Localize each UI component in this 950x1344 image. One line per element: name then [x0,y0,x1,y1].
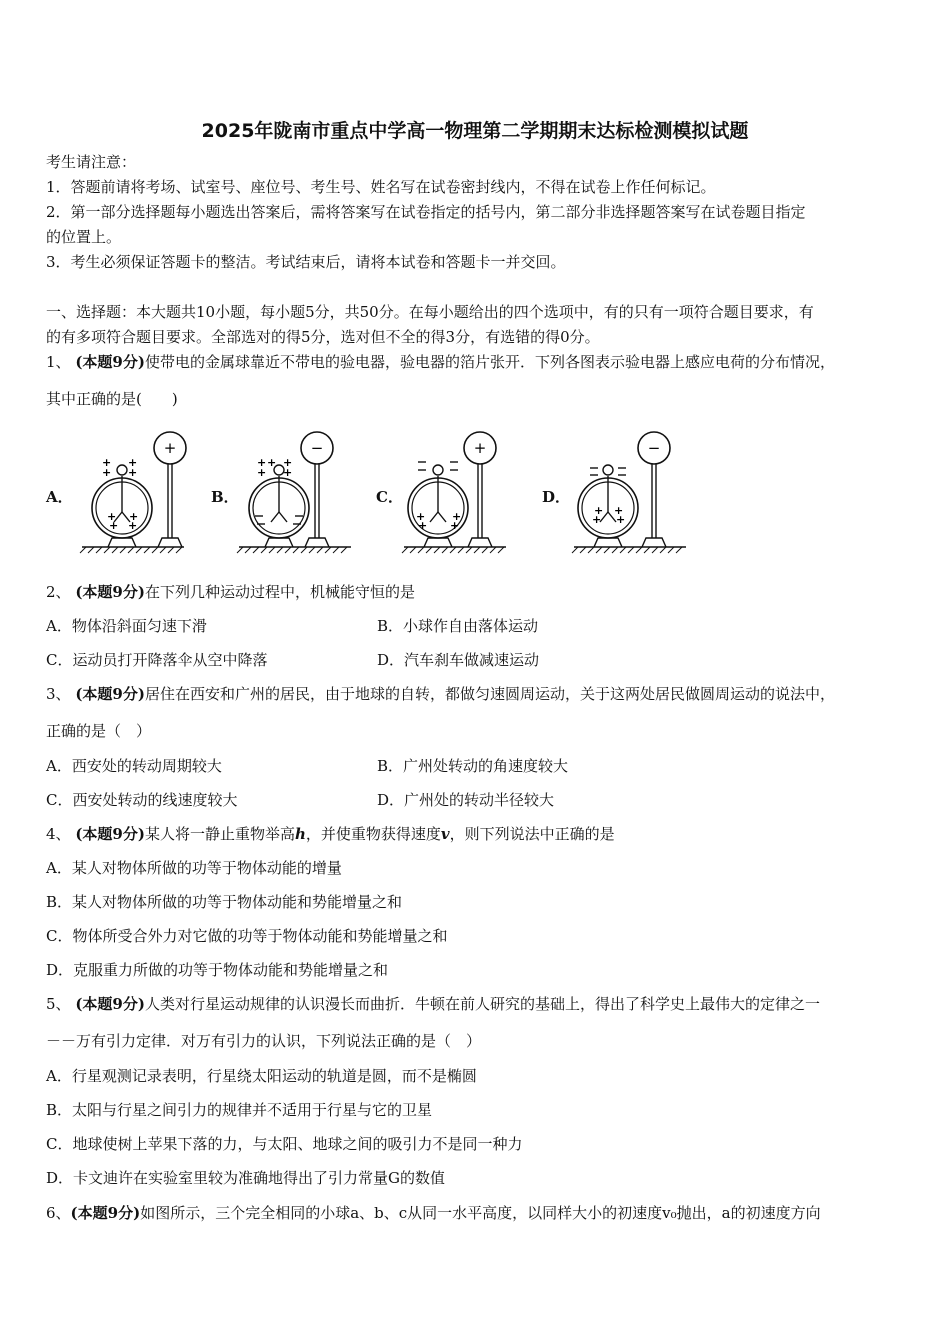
electroscope-figure-a [78,428,188,554]
svg-text:+: + [614,504,624,517]
svg-text:+: + [594,504,604,517]
svg-text:+: + [592,513,602,526]
question-score: (本题9分) [75,353,145,371]
question-number: 2、 [46,583,71,601]
question-score: (本题9分) [75,825,145,843]
ball-sign-b: − [310,439,324,457]
option-a: A．物体沿斜面匀速下滑 [46,617,207,635]
svg-text:+: + [102,456,112,469]
svg-text:+: + [283,456,293,469]
ball-sign-c: + [473,439,487,457]
option-a: A．行星观测记录表明，行星绕太阳运动的轨道是圆，而不是椭圆 [46,1067,477,1085]
option-b: B．小球作自由落体运动 [377,617,539,635]
page-title: 2025年陇南市重点中学高一物理第二学期期末达标检测模拟试题 [201,120,749,142]
question-5 [46,995,820,1013]
question-text: 某人将一静止重物举高 [144,825,295,843]
option-a: A．西安处的转动周期较大 [46,757,222,775]
question-3 [46,685,835,703]
question-number: 6、 [46,1204,71,1222]
notice-item: 的位置上。 [46,228,122,246]
svg-text:+: + [283,466,293,479]
var-v: v [440,825,450,843]
option-c: C．物体所受合外力对它做的功等于物体动能和势能增量之和 [46,927,448,945]
option-b: B．某人对物体所做的功等于物体动能和势能增量之和 [46,893,403,911]
svg-text:+: + [129,510,139,523]
question-text: ，并使重物获得速度 [305,825,441,843]
option-c: C．西安处转动的线速度较大 [46,791,238,809]
section-intro: 的有多项符合题目要求。全部选对的得5分，选对但不全的得3分，有选错的得0分。 [46,328,600,346]
option-d: D．汽车刹车做减速运动 [377,651,540,669]
notice-item: 3．考生必须保证答题卡的整洁。考试结束后，请将本试卷和答题卡一并交回。 [46,253,566,271]
electroscope-figure-c [400,428,510,554]
question-1-line2: 其中正确的是( ) [46,390,178,408]
svg-text:+: + [107,510,117,523]
option-d: D．广州处的转动半径较大 [377,791,555,809]
ball-sign-d: − [647,439,661,457]
question-score: (本题9分) [70,1204,141,1222]
svg-text:+: + [257,466,267,479]
svg-text:+: + [616,513,626,526]
option-d: D．卡文迪许在实验室里较为准确地得出了引力常量G的数值 [46,1169,446,1187]
svg-text:+: + [128,519,138,532]
figure-label-b: B． [211,488,239,506]
notice-item: 1．答题前请将考场、试室号、座位号、考生号、姓名写在试卷密封线内，不得在试卷上作任何标记。 [46,178,716,196]
figure-label-d: D． [542,488,571,506]
question-5-line2: －－万有引力定律．对万有引力的认识，下列说法正确的是（ ） [46,1032,482,1050]
electroscope-figure-d [570,428,690,554]
svg-text:+: + [450,519,460,532]
notice-heading: 考生请注意： [46,153,137,171]
question-text: 在下列几种运动过程中，机械能守恒的是 [144,583,415,601]
option-b: B．广州处转动的角速度较大 [377,757,569,775]
electroscope-figure-b [235,428,355,554]
option-b: B．太阳与行星之间引力的规律并不适用于行星与它的卫星 [46,1101,433,1119]
question-6 [46,1204,821,1222]
question-text: 使带电的金属球靠近不带电的验电器，验电器的箔片张开．下列各图表示验电器上感应电荷的分布情况， [144,353,835,371]
notice-item: 2．第一部分选择题每小题选出答案后，需将答案写在试卷指定的括号内，第二部分非选择题答案写在试卷题目指定 [46,203,806,221]
question-score: (本题9分) [75,995,145,1013]
question-number: 4、 [46,825,71,843]
ball-sign-a: + [163,439,177,457]
question-1 [46,353,835,371]
question-number: 3、 [46,685,71,703]
svg-text:+: + [102,466,112,479]
svg-text:+: + [418,519,428,532]
svg-text:+: + [267,456,277,469]
svg-text:+: + [257,456,267,469]
question-number: 1、 [46,353,71,371]
question-text: 如图所示，三个完全相同的小球a、b、c从同一水平高度，以同样大小的初速度v₀抛出，a的初速度方向 [140,1204,821,1222]
question-text: 居住在西安和广州的居民，由于地球的自转，都做匀速圆周运动，关于这两处居民做圆周运动的说法中， [144,685,835,703]
var-h: h [294,825,306,843]
question-text: 人类对行星运动规律的认识漫长而曲折．牛顿在前人研究的基础上，得出了科学史上最伟大的定律之一 [144,995,820,1013]
option-d: D．克服重力所做的功等于物体动能和势能增量之和 [46,961,389,979]
svg-text:+: + [452,510,462,523]
option-c: C．地球使树上苹果下落的力，与太阳、地球之间的吸引力不是同一种力 [46,1135,523,1153]
question-text: ，则下列说法中正确的是 [449,825,615,843]
question-number: 5、 [46,995,71,1013]
question-score: (本题9分) [75,583,145,601]
option-a: A．某人对物体所做的功等于物体动能的增量 [46,859,342,877]
svg-text:+: + [128,456,138,469]
question-3-line2: 正确的是（ ） [46,722,152,740]
figure-label-a: A． [46,488,73,506]
svg-text:+: + [128,466,138,479]
option-c: C．运动员打开降落伞从空中降落 [46,651,268,669]
svg-text:+: + [416,510,426,523]
figure-label-c: C． [376,488,403,506]
svg-text:+: + [109,519,119,532]
question-score: (本题9分) [75,685,145,703]
question-2 [46,583,415,601]
question-4 [46,825,615,843]
section-intro: 一、选择题：本大题共10小题，每小题5分，共50分。在每小题给出的四个选项中，有的只有一项符合题目要求，有 [46,303,814,321]
